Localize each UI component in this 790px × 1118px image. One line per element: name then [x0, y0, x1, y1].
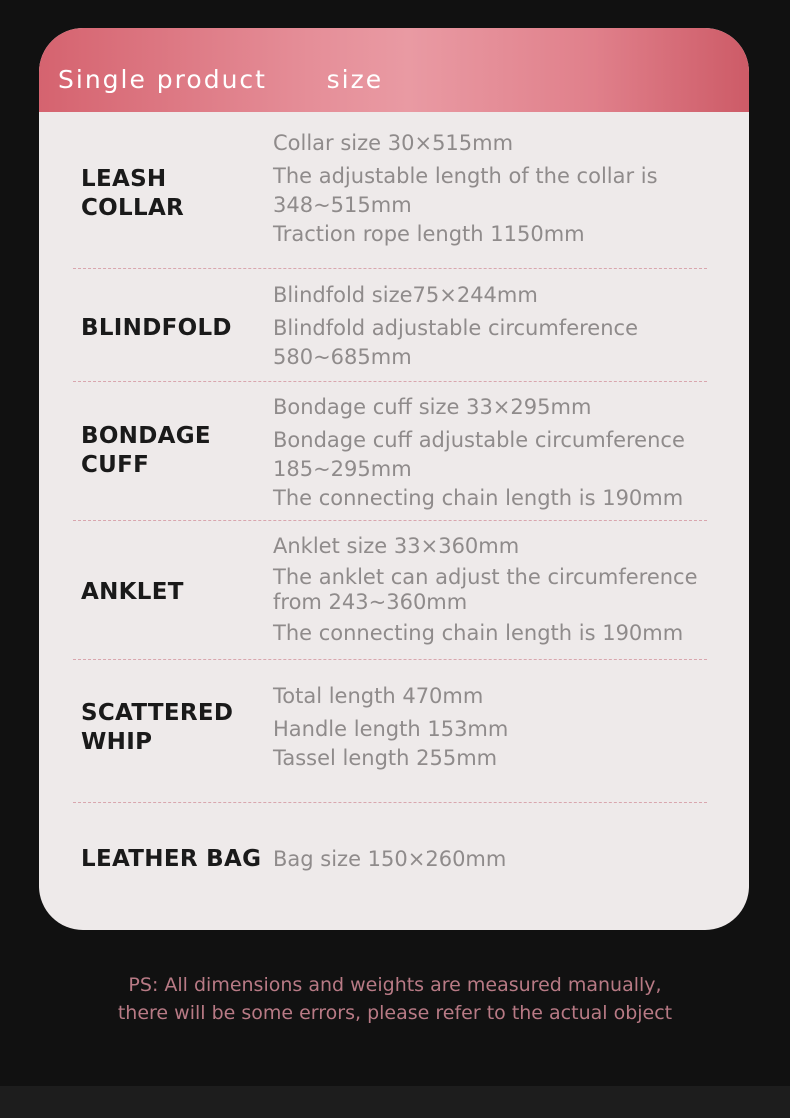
spec-line: Anklet size 33×360mm — [273, 534, 520, 558]
header-title: Single product size — [58, 65, 384, 94]
row-divider — [73, 381, 707, 382]
footnote-line: there will be some errors, please refer to the actual object — [117, 1002, 673, 1024]
bottom-strip — [0, 1086, 790, 1118]
spec-line: The anklet can adjust the circumference — [273, 565, 698, 589]
spec-line: Blindfold adjustable circumference — [273, 316, 638, 340]
product-name-line: ANKLET — [81, 579, 184, 605]
spec-line: 185~295mm — [273, 457, 412, 481]
spec-line: Blindfold size75×244mm — [273, 283, 538, 307]
product-name-line: CUFF — [81, 452, 150, 478]
spec-line: The connecting chain length is 190mm — [273, 621, 684, 645]
spec-list — [273, 532, 713, 648]
product-name — [81, 422, 261, 480]
product-name-line: SCATTERED — [81, 700, 234, 726]
spec-list — [273, 129, 713, 249]
row-divider — [73, 520, 707, 521]
row-divider — [73, 268, 707, 269]
spec-line: Traction rope length 1150mm — [273, 222, 585, 246]
product-row-leash-collar — [73, 128, 707, 268]
product-name — [81, 845, 281, 874]
spec-line: from 243~360mm — [273, 590, 468, 614]
product-row-anklet — [73, 532, 707, 658]
spec-list — [273, 281, 713, 372]
spec-line: Bondage cuff size 33×295mm — [273, 395, 592, 419]
product-name-line: BONDAGE — [81, 423, 211, 449]
product-row-bondage-cuff — [73, 392, 707, 522]
spec-line: Handle length 153mm — [273, 717, 509, 741]
product-name — [81, 165, 261, 223]
spec-line: The connecting chain length is 190mm — [273, 486, 684, 510]
spec-line: Bondage cuff adjustable circumference — [273, 428, 685, 452]
product-name-line: WHIP — [81, 729, 153, 755]
row-divider — [73, 802, 707, 803]
product-row-leather-bag — [73, 843, 707, 883]
product-name-line: COLLAR — [81, 195, 185, 221]
spec-line: The adjustable length of the collar is — [273, 164, 658, 188]
product-name-line: LEASH — [81, 166, 167, 192]
spec-list — [273, 682, 713, 773]
spec-line: 580~685mm — [273, 345, 412, 369]
product-name-line: BLINDFOLD — [81, 315, 232, 341]
product-row-blindfold — [73, 280, 707, 380]
row-divider — [73, 659, 707, 660]
product-name — [81, 578, 261, 607]
spec-line: 348~515mm — [273, 193, 412, 217]
footnote-line: PS: All dimensions and weights are measured manually, — [128, 974, 662, 996]
spec-line: Collar size 30×515mm — [273, 131, 514, 155]
product-row-scattered-whip — [73, 682, 707, 792]
product-name — [81, 314, 261, 343]
size-card — [39, 28, 749, 930]
spec-line: Tassel length 255mm — [273, 746, 498, 770]
product-name — [81, 699, 261, 757]
spec-list — [273, 393, 713, 513]
spec-list — [273, 845, 713, 874]
product-name-line: LEATHER BAG — [81, 846, 262, 872]
card-header — [39, 28, 749, 112]
spec-line: Total length 470mm — [273, 684, 484, 708]
footnote — [0, 971, 790, 1027]
spec-line: Bag size 150×260mm — [273, 847, 507, 871]
